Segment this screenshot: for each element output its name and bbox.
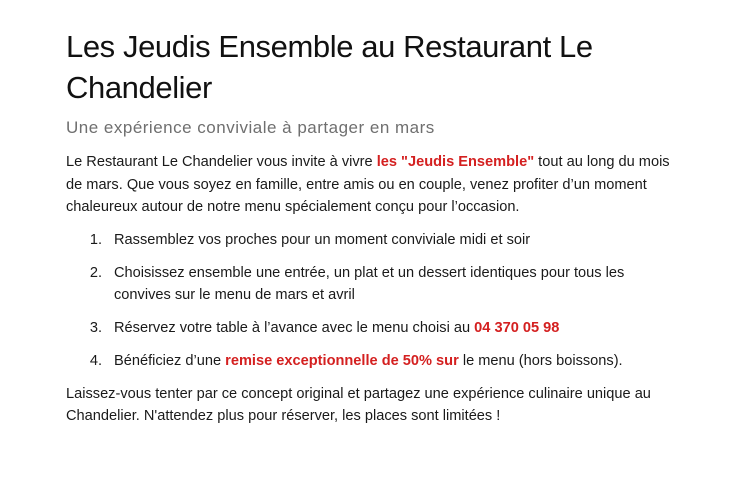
intro-text-before: Le Restaurant Le Chandelier vous invite à vivre — [66, 154, 377, 170]
step-number: 4. — [89, 352, 102, 369]
steps-list — [66, 229, 680, 372]
step-number: 1. — [89, 231, 102, 248]
step-text-before: Bénéficiez d’une — [114, 352, 226, 369]
step-number: 3. — [89, 319, 102, 336]
page-title: Les Jeudis Ensemble au Restaurant Le Chandelier — [66, 29, 593, 105]
list-item — [66, 262, 680, 306]
step-number: 2. — [89, 264, 102, 281]
step-text — [114, 350, 680, 372]
page-subtitle: Une expérience conviviale à partager en mars — [66, 118, 435, 137]
intro-paragraph — [66, 151, 680, 219]
step-text — [114, 317, 680, 339]
closing-paragraph: Laissez-vous tenter par ce concept original et partagez une expérience culinaire unique au Chandelier. N'attendez plus pour réserver, les places sont limitées ! — [66, 385, 651, 424]
intro-highlight: les "Jeudis Ensemble" — [376, 154, 535, 170]
list-item — [66, 229, 680, 251]
step-text-after: le menu (hors boissons). — [458, 352, 623, 369]
step-text: Rassemblez vos proches pour un moment conviviale midi et soir — [114, 231, 531, 248]
step-text: Choisissez ensemble une entrée, un plat et un dessert identiques pour tous les convives sur le menu de mars et avril — [114, 264, 625, 303]
list-item — [66, 317, 680, 339]
discount-highlight: remise exceptionnelle de 50% sur — [225, 352, 459, 369]
list-item — [66, 350, 680, 372]
intro-text-after: tout au long du mois de mars. Que vous soyez en famille, entre amis ou en couple, venez profiter d’un moment chaleureux autour de notre menu spécialement conçu pour l’occasion. — [66, 154, 670, 215]
step-text-before: Réservez votre table à l’avance avec le menu choisi au — [114, 319, 475, 336]
phone-number-link[interactable]: 04 370 05 98 — [474, 319, 560, 336]
